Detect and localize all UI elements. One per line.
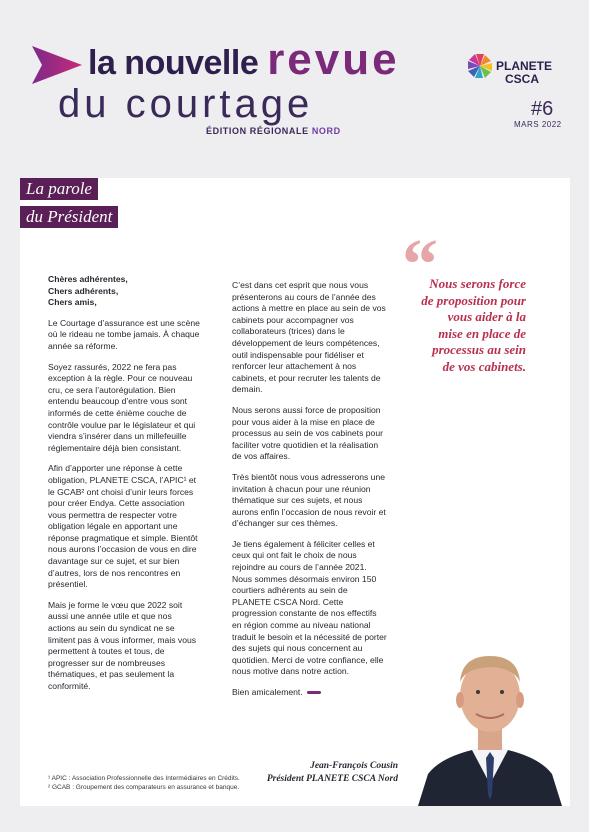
section-title-line2: du Président	[20, 206, 118, 228]
signature-name: Jean-François Cousin	[310, 761, 398, 771]
paragraph: C’est dans cet esprit que nous vous présenterons au cours de l’année des actions à mettre en place au sein de vos cabinets pour accompagner vos collaborateurs (trices) dans le développement de leurs compétences, outil indispensable pour fidéliser et renforcer leur attachement à nos cabinets, et pour recruter les talents de demain.	[232, 280, 386, 395]
signature-role: Président PLANETE CSCA Nord	[266, 774, 398, 784]
planete-name: PLANETE	[496, 59, 553, 73]
paragraph: Le Courtage d’assurance est une scène où le rideau ne tombe jamais. À chaque année sa réforme.	[48, 317, 200, 351]
masthead-title-line2: du courtage	[58, 82, 314, 126]
section-title-line1: La parole	[20, 178, 98, 200]
closing: Bien amicalement.	[232, 687, 387, 699]
planete-csca-logo-icon	[466, 52, 494, 80]
paragraph: Soyez rassurés, 2022 ne fera pas exception à la règle. Pour ce nouveau cru, ce sera l’autorégulation. Bien entendu beaucoup d’entre vous sont informés de cette énième couche de contrôle voulue par le législateur et qui viendra s’insérer dans un millefeuille réglementaire déjà bien consistant.	[48, 361, 196, 453]
article-column-1	[48, 274, 200, 702]
article-column-2	[232, 280, 387, 708]
greeting: Chères adhérentes, Chers adhérents, Chers amis,	[48, 274, 128, 308]
paragraph: Très bientôt nous vous adresserons une invitation à chacun pour une réunion thématique sur ces sujets, et nous aurons enfin l’occasion de nous revoir et d’échanger sur ces thèmes.	[232, 471, 386, 529]
issue-number: #6	[531, 98, 554, 120]
edition-label: ÉDITION RÉGIONALE NORD	[206, 126, 341, 136]
footnote: ¹ APIC : Association Professionnelle des Intermédiaires en Crédits.	[48, 775, 240, 782]
issue-date: MARS 2022	[514, 120, 562, 129]
paragraph: Je tiens également à féliciter celles et ceux qui ont fait le choix de nous rejoindre au cours de l’année 2021. Nous sommes désormais environ 150 courtiers adhérents au sein de PLANETE CSCA Nord. Cette progression constante de nos effectifs en région comme au niveau national traduit le besoin et la nécessité de porter des sujets qui nous concernent au quotidien. Merci de votre confiance, elle nous motive dans notre action.	[232, 538, 387, 677]
paragraph: Afin d’apporter une réponse à cette obligation, PLANETE CSCA, l’APIC¹ et le GCAB² ont choisi d’unir leurs forces pour créer Endya. Cette association vous permettra de respecter votre obligation légale en apportant une réponse pragmatique et simple. Bientôt nous aurons l’occasion de vous en dire davantage sur ce sujet, et sur bien d’autres, lors de nos rencontres en présentiel.	[48, 463, 198, 590]
paragraph: Mais je forme le vœu que 2022 soit aussi une année utile et que nos actions au sein du syndicat ne se limitent pas à vous informer, mais vous permettent à toutes et tous, de progresser sur de nombreuses thématiques, et pas seulement la conformité.	[48, 599, 197, 691]
paragraph: Nous serons aussi force de proposition pour vous aider à la mise en place de processus au sein de vos cabinets pour faciliter votre quotidien et la réalisation de vos affaires.	[232, 404, 383, 462]
footnotes	[48, 775, 268, 792]
president-portrait	[410, 624, 570, 806]
pull-quote: Nous serons force de proposition pour vous aider à la mise en place de processus au sein de vos cabinets.	[421, 276, 526, 374]
masthead-title-line1: la nouvelle revue	[88, 35, 400, 84]
quote-mark-icon: “	[402, 224, 438, 304]
footnote: ² GCAB : Groupement des comparateurs en assurance et banque.	[48, 783, 240, 791]
end-mark-icon	[307, 691, 321, 694]
csca-name: CSCA	[505, 72, 540, 86]
